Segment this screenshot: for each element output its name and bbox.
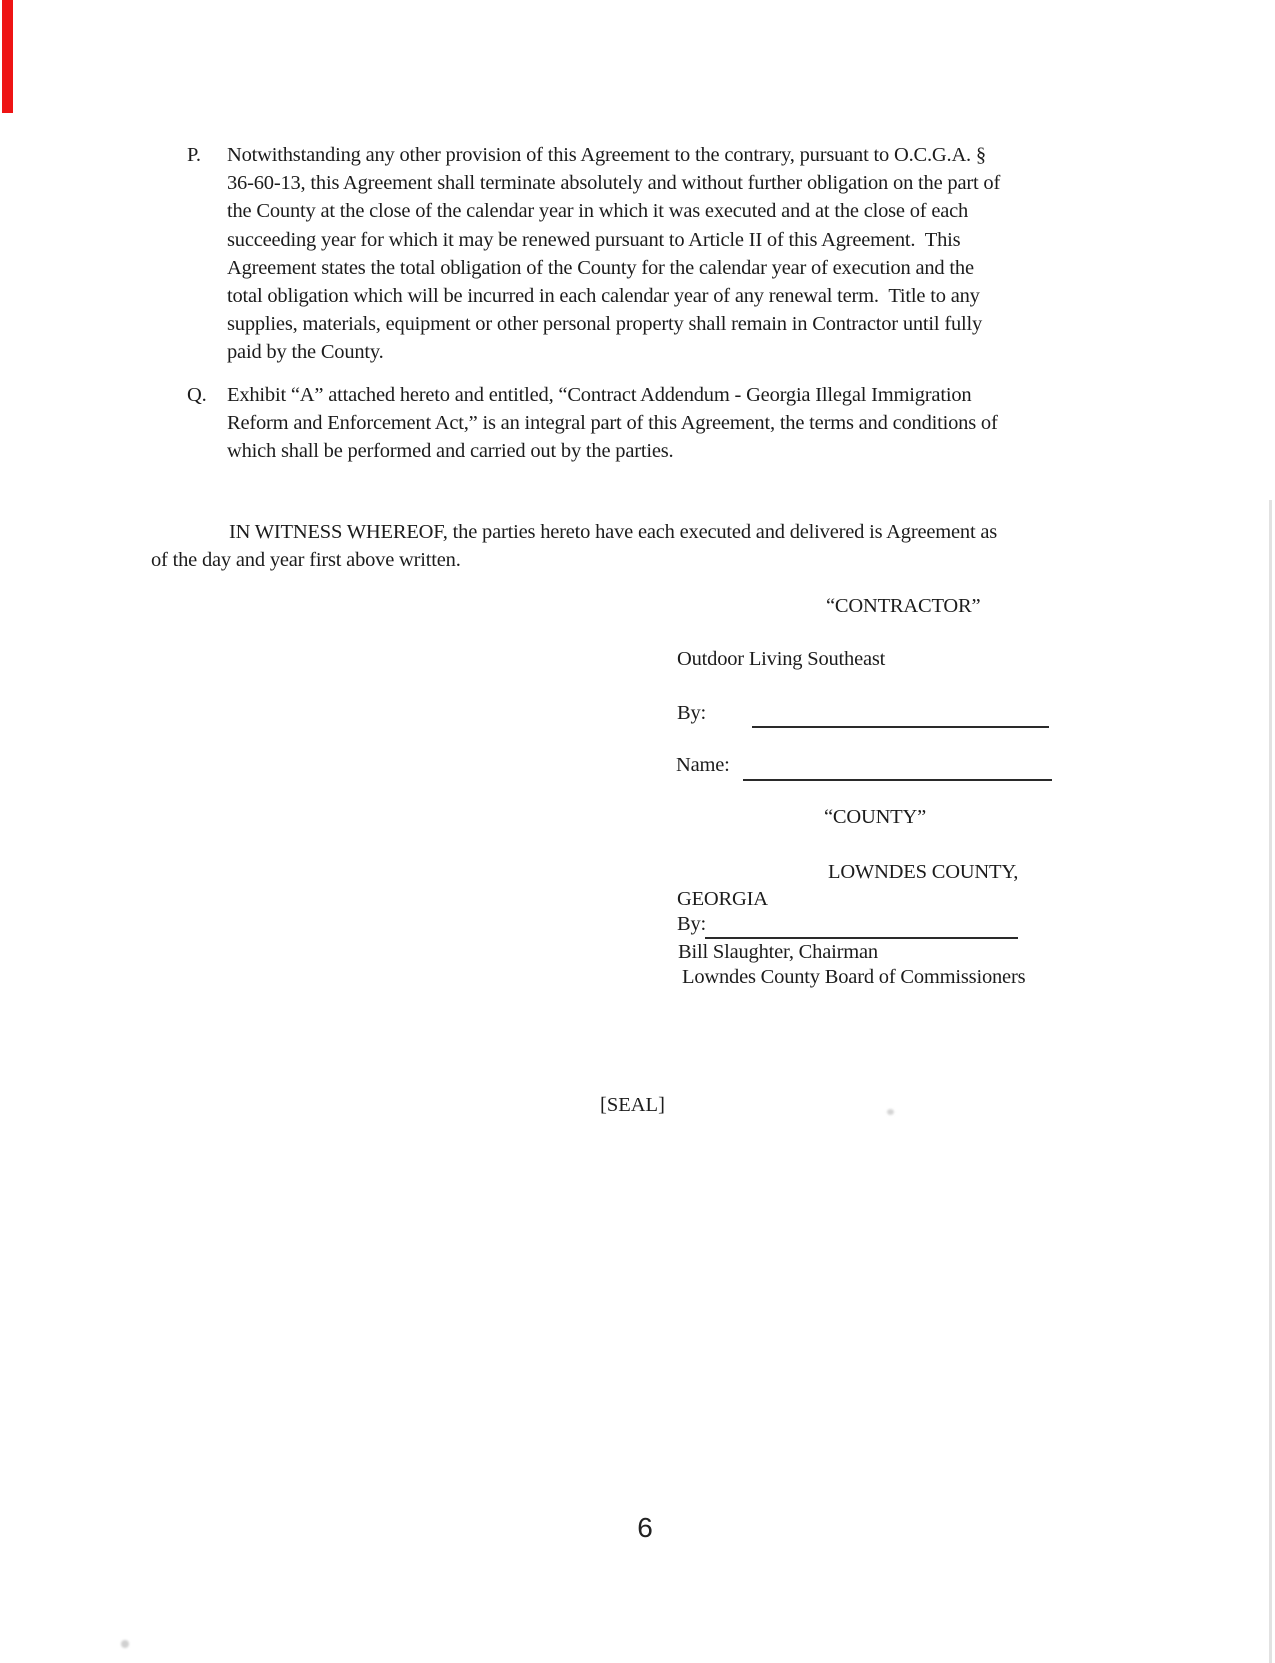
county-name-line2: GEORGIA [677,888,768,910]
scan-speck [887,1109,894,1115]
contractor-company-name: Outdoor Living Southeast [677,648,886,670]
paragraph-p [187,141,1000,367]
contractor-heading: “CONTRACTOR” [826,595,981,617]
paragraph-p-label: P. [187,144,201,166]
page-number: 6 [637,1512,653,1543]
paragraph-q [187,381,998,466]
county-signer-name: Bill Slaughter, Chairman [678,941,878,963]
scan-artifact-edge-line [1269,500,1272,1663]
county-signer-organization: Lowndes County Board of Commissioners [682,966,1026,988]
contractor-name-signature-line [743,779,1052,781]
scan-speck [121,1640,129,1648]
paragraph-q-text: Exhibit “A” attached hereto and entitled, “Contract Addendum - Georgia Illegal Immigration Reform and Enforcement Act,” is an integral part of this Agreement, the terms and conditions of which shall be performed and carried out by the parties. [227,384,998,463]
county-by-label: By: [677,913,707,935]
paragraph-q-label: Q. [187,384,207,406]
witness-clause: IN WITNESS WHEREOF, the parties hereto have each executed and delivered is Agreement as of the day and year first above written. [151,521,998,572]
seal-label: [SEAL] [600,1094,665,1116]
county-heading: “COUNTY” [824,806,927,828]
scan-artifact-red-bar [2,0,13,113]
contractor-by-signature-line [752,726,1049,728]
contractor-by-label: By: [677,702,707,724]
paragraph-p-text: Notwithstanding any other provision of this Agreement to the contrary, pursuant to O.C.G.A. § 36-60-13, this Agreement shall terminate absolutely and without further obligation on the part of the County at the close of the calendar year in which it was executed and at the close of each succeeding year for which it may be renewed pursuant to Article II of this Agreement. This Agreement states the total obligation of the County for the calendar year of execution and the total obligation which will be incurred in each calendar year of any renewal term. Title to any supplies, materials, equipment or other personal property shall remain in Contractor until fully paid by the County. [227,144,1001,364]
county-name-line1: LOWNDES COUNTY, [828,861,1019,883]
contractor-name-label: Name: [676,754,730,776]
